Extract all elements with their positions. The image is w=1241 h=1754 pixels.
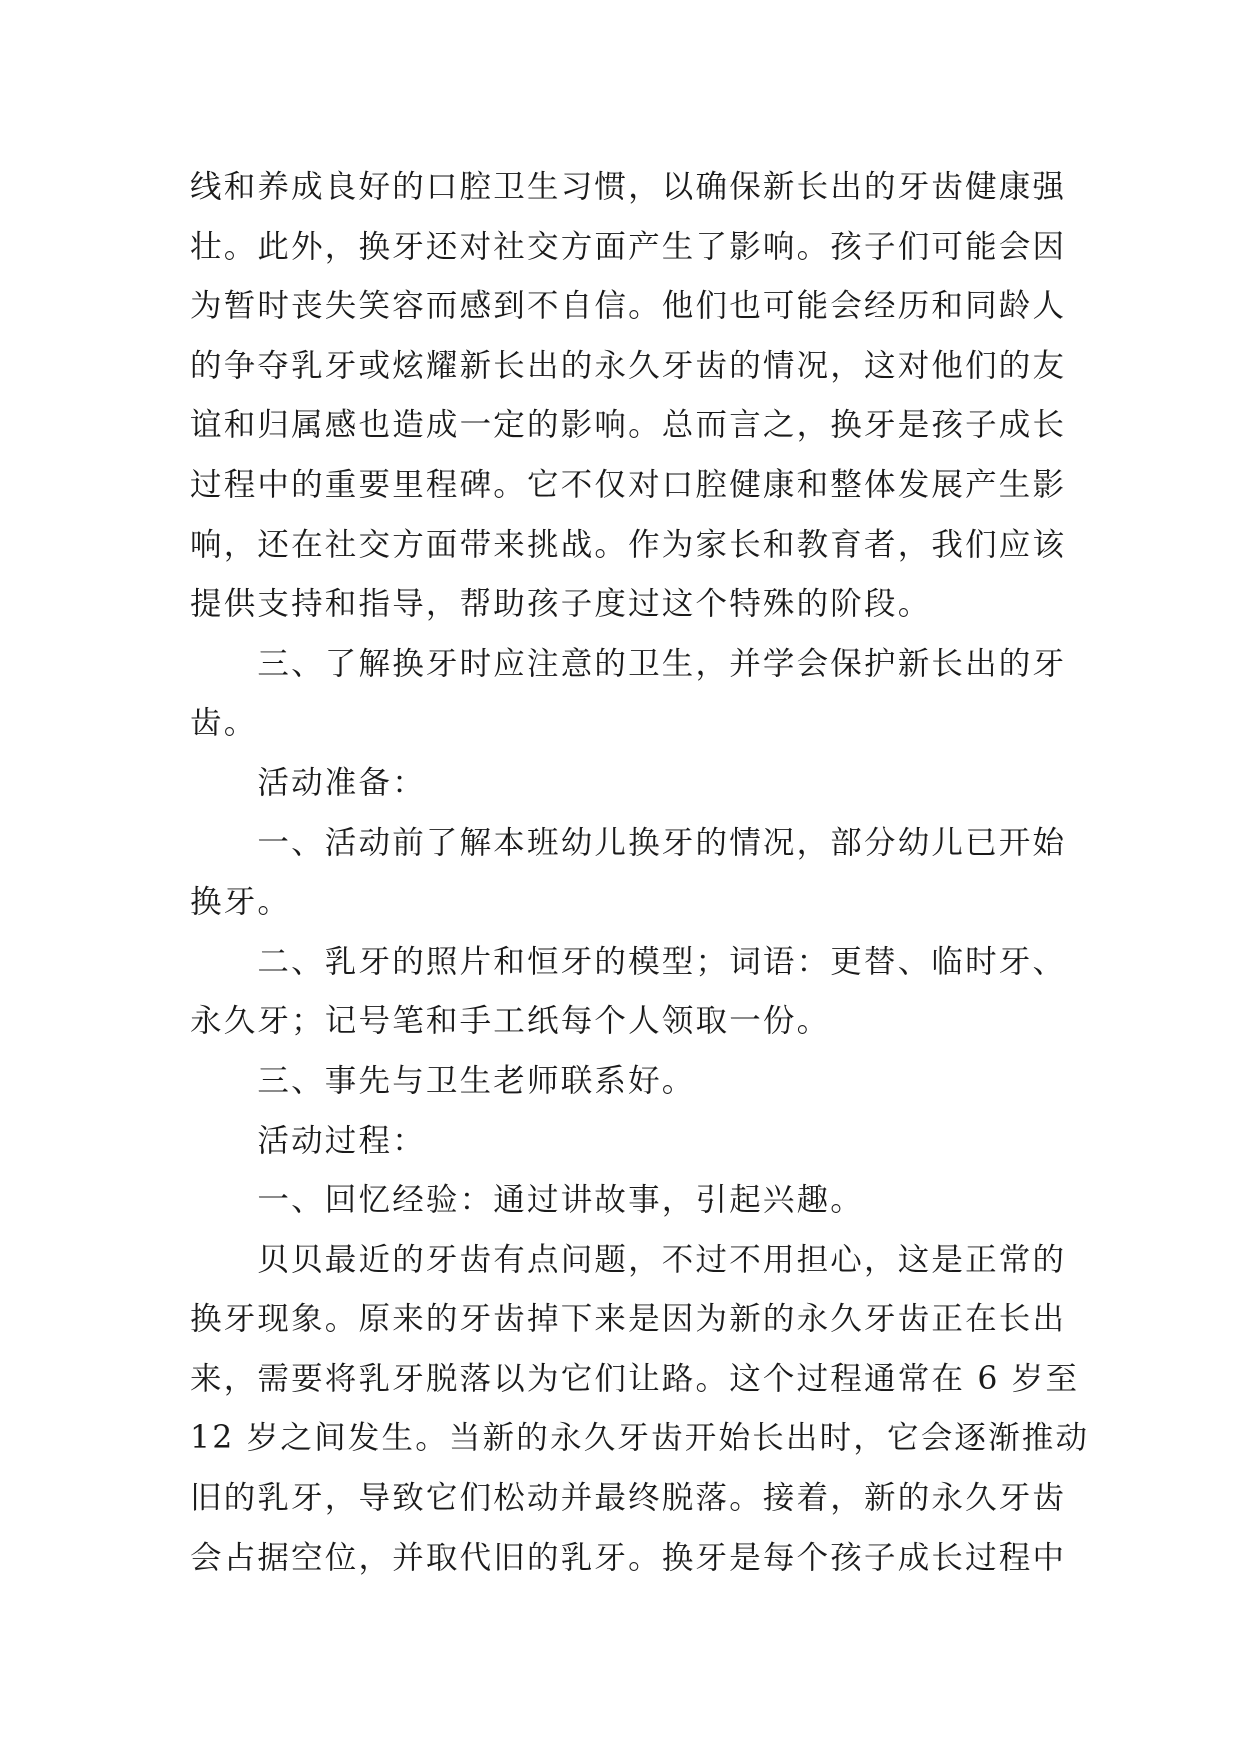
document-body	[190, 158, 1090, 1588]
text-line-8: 提供支持和指导，帮助孩子度过这个特殊的阶段。	[190, 586, 932, 623]
text-line-14: 二、乳牙的照片和恒牙的模型；词语：更替、临时牙、	[190, 943, 1067, 980]
text-line-15: 永久牙；记号笔和手工纸每个人领取一份。	[190, 1003, 831, 1040]
text-line-24: 会占据空位，并取代旧的乳牙。换牙是每个孩子成长过程中	[190, 1539, 1067, 1576]
text-line-19: 贝贝最近的牙齿有点问题，不过不用担心，这是正常的	[190, 1241, 1067, 1278]
text-line-22: 12 岁之间发生。当新的永久牙齿开始长出时，它会逐渐推动	[190, 1420, 1090, 1457]
text-line-11: 活动准备：	[190, 764, 426, 801]
text-line-23: 旧的乳牙，导致它们松动并最终脱落。接着，新的永久牙齿	[190, 1480, 1067, 1517]
text-line-4: 的争夺乳牙或炫耀新长出的永久牙齿的情况，这对他们的友	[190, 347, 1067, 384]
text-line-20: 换牙现象。原来的牙齿掉下来是因为新的永久牙齿正在长出	[190, 1301, 1067, 1338]
text-line-10: 齿。	[190, 705, 258, 742]
text-line-6: 过程中的重要里程碑。它不仅对口腔健康和整体发展产生影	[190, 466, 1067, 503]
text-line-18: 一、回忆经验：通过讲故事，引起兴趣。	[190, 1182, 865, 1219]
text-line-2: 壮。此外，换牙还对社交方面产生了影响。孩子们可能会因	[190, 228, 1067, 265]
text-line-5: 谊和归属感也造成一定的影响。总而言之，换牙是孩子成长	[190, 407, 1067, 444]
text-line-13: 换牙。	[190, 884, 292, 921]
text-line-9: 三、了解换牙时应注意的卫生，并学会保护新长出的牙	[190, 645, 1067, 682]
text-line-3: 为暂时丧失笑容而感到不自信。他们也可能会经历和同龄人	[190, 288, 1067, 325]
text-line-17: 活动过程：	[190, 1122, 426, 1159]
text-line-12: 一、活动前了解本班幼儿换牙的情况，部分幼儿已开始	[190, 824, 1067, 861]
text-line-1: 线和养成良好的口腔卫生习惯，以确保新长出的牙齿健康强	[190, 169, 1067, 205]
text-line-21: 来，需要将乳牙脱落以为它们让路。这个过程通常在 6 岁至	[190, 1360, 1080, 1397]
text-line-16: 三、事先与卫生老师联系好。	[190, 1062, 696, 1099]
text-line-7: 响，还在社交方面带来挑战。作为家长和教育者，我们应该	[190, 526, 1067, 563]
